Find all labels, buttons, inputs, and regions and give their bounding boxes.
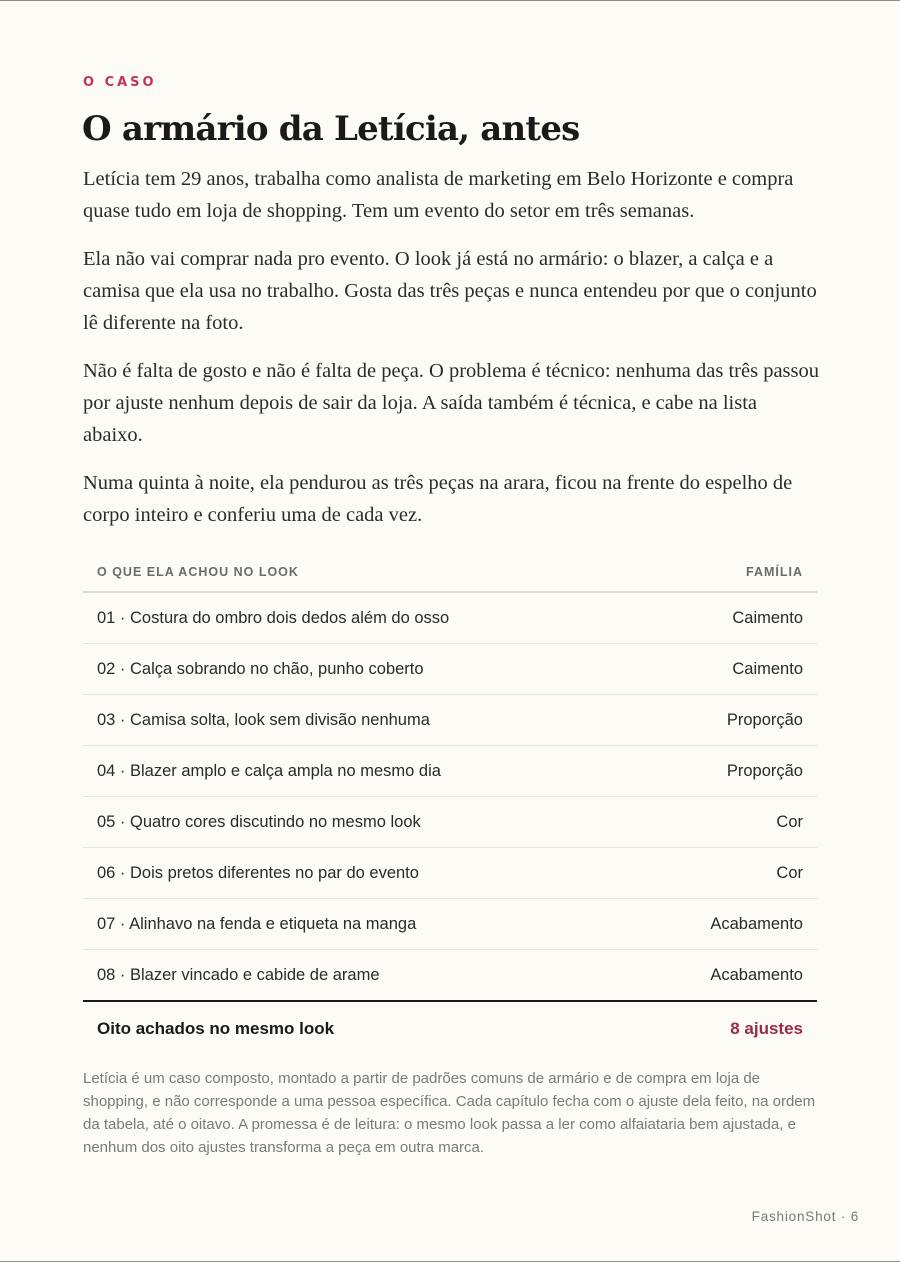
- finding-cell: 01 · Costura do ombro dois dedos além do osso: [97, 608, 450, 627]
- paragraph: Ela não vai comprar nada pro evento. O look já está no armário: o blazer, a calça e a camisa que ela usa no trabalho. Gosta das três peças e nunca entendeu por que o conjunto lê diferente na foto.: [83, 248, 817, 334]
- finding-cell: 06 · Dois pretos diferentes no par do evento: [97, 863, 419, 882]
- finding-cell: 02 · Calça sobrando no chão, punho coberto: [97, 659, 424, 678]
- total-count: 8 ajustes: [730, 1019, 803, 1038]
- finding-cell: 04 · Blazer amplo e calça ampla no mesmo dia: [97, 761, 441, 780]
- finding-cell: 05 · Quatro cores discutindo no mesmo look: [97, 812, 421, 831]
- family-cell: Cor: [776, 812, 803, 831]
- column-header-finding: O QUE ELA ACHOU NO LOOK: [97, 565, 299, 579]
- table-row: [83, 644, 817, 695]
- paragraph: Não é falta de gosto e não é falta de peça. O problema é técnico: nenhuma das três passou por ajuste nenhum depois de sair da loja. A saída também é técnica, e cabe na lista abaixo.: [83, 360, 819, 446]
- column-header-family: FAMÍLIA: [746, 565, 803, 579]
- finding-cell: 08 · Blazer vincado e cabide de arame: [97, 965, 380, 984]
- table-row: [83, 593, 817, 644]
- finding-cell: 03 · Camisa solta, look sem divisão nenhuma: [97, 710, 430, 729]
- finding-cell: 07 · Alinhavo na fenda e etiqueta na manga: [97, 914, 417, 933]
- family-cell: Acabamento: [710, 965, 803, 984]
- page-title: O armário da Letícia, antes: [82, 109, 580, 149]
- table-header: [83, 553, 817, 593]
- family-cell: Cor: [776, 863, 803, 882]
- table-row: [83, 746, 817, 797]
- family-cell: Caimento: [732, 608, 803, 627]
- table-row: [83, 848, 817, 899]
- section-eyebrow: O CASO: [83, 75, 157, 90]
- page-number: 6: [850, 1209, 859, 1224]
- paragraph: Numa quinta à noite, ela pendurou as três peças na arara, ficou na frente do espelho de corpo inteiro e conferiu uma de cada vez.: [83, 472, 793, 526]
- findings-table: [83, 553, 817, 1056]
- table-row: [83, 899, 817, 950]
- page-footer: [752, 1209, 859, 1224]
- family-cell: Proporção: [726, 710, 803, 729]
- table-row: [83, 695, 817, 746]
- family-cell: Proporção: [726, 761, 803, 780]
- table-total-row: [83, 1002, 817, 1056]
- family-cell: Acabamento: [710, 914, 803, 933]
- total-label: Oito achados no mesmo look: [97, 1019, 335, 1038]
- family-cell: Caimento: [732, 659, 803, 678]
- paragraph: Letícia tem 29 anos, trabalha como analista de marketing em Belo Horizonte e compra quase tudo em loja de shopping. Tem um evento do setor em três semanas.: [83, 168, 794, 222]
- footnote: Letícia é um caso composto, montado a partir de padrões comuns de armário e de compra em loja de shopping, e não corresponde a uma pessoa específica. Cada capítulo fecha com o ajuste dela feito, na ordem da tabela, até o oitavo. A promessa é de leitura: o mesmo look passa a ler como alfaiataria bem ajustada, e nenhum dos oito ajustes transforma a peça em outra marca.: [83, 1070, 816, 1156]
- footer-brand: FashionShot: [751, 1209, 837, 1224]
- table-row: [83, 950, 817, 1002]
- footer-separator: ·: [840, 1209, 851, 1224]
- table-row: [83, 797, 817, 848]
- body-text: [83, 163, 819, 547]
